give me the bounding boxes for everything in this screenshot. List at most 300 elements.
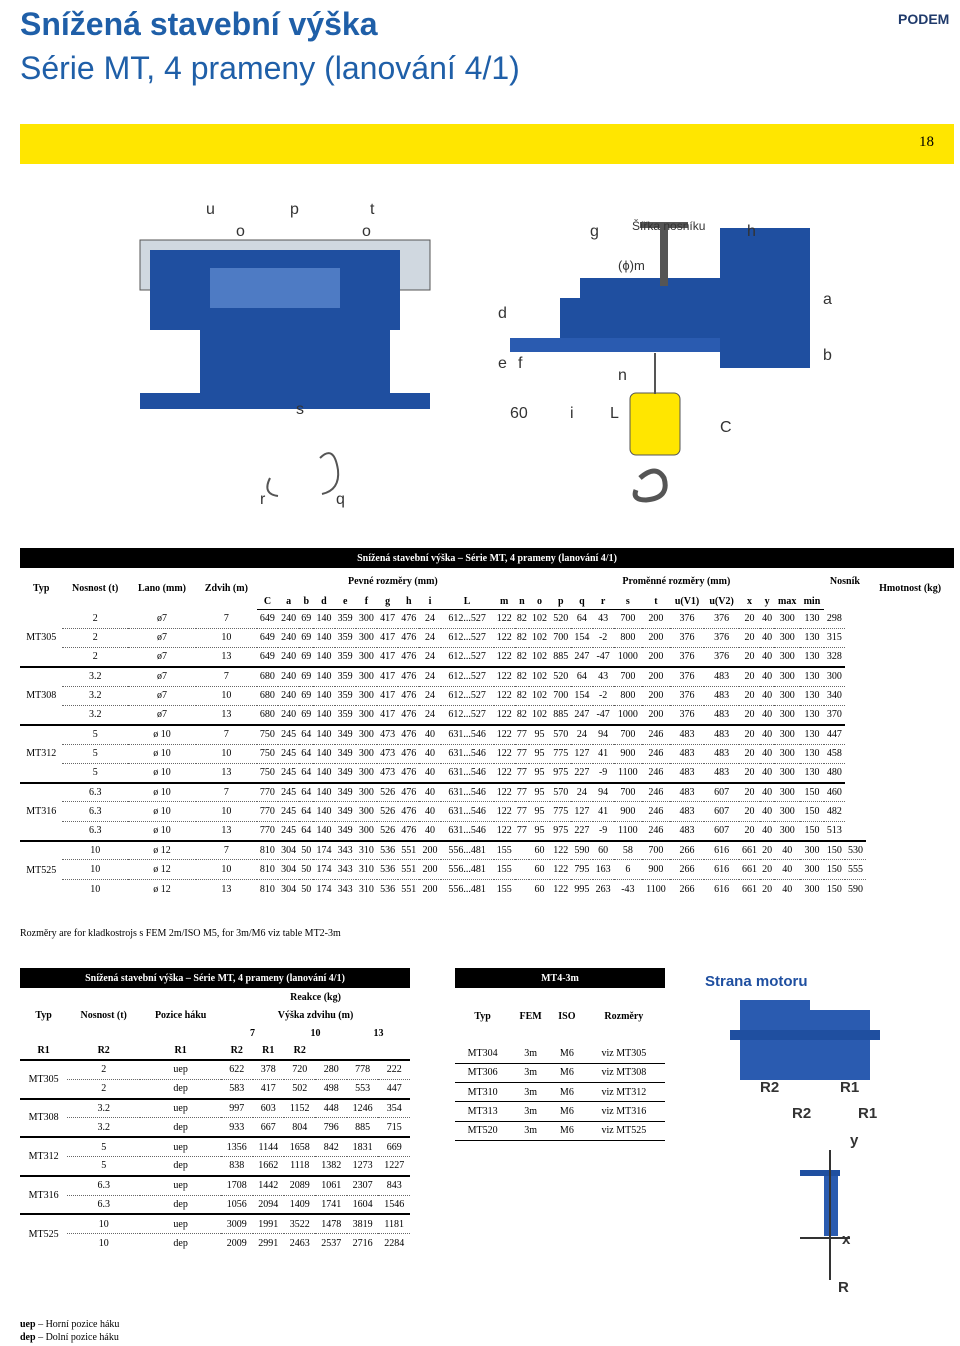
table-row bbox=[20, 667, 954, 686]
cell: 3522 bbox=[284, 1214, 315, 1233]
r2-top: R2 bbox=[760, 1079, 780, 1096]
cell: MT310 bbox=[455, 1083, 510, 1102]
cell: 800 bbox=[614, 628, 642, 647]
cell: 502 bbox=[284, 1079, 315, 1098]
cell bbox=[515, 841, 529, 860]
cell: -2 bbox=[593, 686, 614, 705]
cell: 661 bbox=[739, 860, 760, 879]
col-17: t bbox=[642, 594, 670, 609]
cell: ø7 bbox=[128, 628, 196, 647]
cell: 551 bbox=[398, 879, 419, 898]
cell: 1442 bbox=[253, 1176, 284, 1195]
cell: 885 bbox=[550, 648, 571, 667]
table-row bbox=[20, 705, 954, 724]
cell: 95 bbox=[529, 802, 550, 821]
cell: 1662 bbox=[253, 1156, 284, 1175]
col-21: y bbox=[760, 594, 774, 609]
cell: 300 bbox=[774, 763, 800, 782]
cell: 240 bbox=[278, 628, 299, 647]
cell: 2009 bbox=[221, 1234, 252, 1253]
cell: 102 bbox=[532, 613, 548, 625]
cell: 40 bbox=[419, 802, 440, 821]
cell: 95 bbox=[529, 821, 550, 840]
cell: 417 bbox=[377, 705, 398, 724]
cell: 343 bbox=[335, 860, 356, 879]
cell: 530 bbox=[845, 841, 866, 860]
cell: ø 12 bbox=[128, 879, 196, 898]
cell: 140 bbox=[313, 628, 334, 647]
cell: 7 bbox=[196, 783, 257, 802]
cell: 1478 bbox=[315, 1214, 346, 1233]
cell: 359 bbox=[337, 613, 353, 625]
cell: 349 bbox=[335, 783, 356, 802]
cell: 1741 bbox=[315, 1195, 346, 1214]
cell: 460 bbox=[824, 783, 845, 802]
cell: 526 bbox=[377, 802, 398, 821]
cell: 50 bbox=[299, 860, 313, 879]
cell: 556...481 bbox=[441, 879, 494, 898]
cell: 2537 bbox=[315, 1234, 346, 1253]
cell: 77 bbox=[515, 783, 529, 802]
cell: 95 bbox=[529, 725, 550, 744]
cell: 556...481 bbox=[441, 860, 494, 879]
cell: 349 bbox=[335, 744, 356, 763]
cell: viz MT305 bbox=[583, 1044, 665, 1063]
cell: MT306 bbox=[455, 1063, 510, 1082]
cell: 300 bbox=[774, 648, 800, 667]
col-14: q bbox=[571, 594, 592, 609]
table-row bbox=[455, 1121, 665, 1140]
cell: 140 bbox=[313, 648, 334, 667]
motor-side-diagram bbox=[700, 970, 890, 1300]
r1-bottom: R1 bbox=[858, 1105, 878, 1122]
cell: 122 bbox=[494, 783, 515, 802]
cell: 376 bbox=[670, 648, 705, 667]
cell: 300 bbox=[800, 860, 824, 879]
cell: 376 bbox=[704, 648, 739, 667]
table-row bbox=[20, 763, 954, 782]
cell: 300 bbox=[356, 783, 377, 802]
col-22: max bbox=[774, 594, 800, 609]
cell: 310 bbox=[356, 841, 377, 860]
cell: 20 bbox=[739, 628, 760, 647]
cell: 10 bbox=[196, 744, 257, 763]
cell: 1152 bbox=[284, 1099, 315, 1118]
cell: 2 bbox=[92, 612, 98, 624]
col-11: n bbox=[515, 594, 529, 609]
cell: 20 bbox=[739, 744, 760, 763]
cell: 246 bbox=[642, 725, 670, 744]
cell: 300 bbox=[356, 725, 377, 744]
table-row bbox=[20, 1234, 410, 1253]
cell: 448 bbox=[315, 1099, 346, 1118]
cell: 24 bbox=[571, 725, 592, 744]
cell: 476 bbox=[398, 705, 419, 724]
cell: 245 bbox=[278, 763, 299, 782]
table-row bbox=[20, 1118, 410, 1137]
cell: 376 bbox=[670, 686, 705, 705]
cell: 378 bbox=[253, 1060, 284, 1079]
cell: 750 bbox=[257, 725, 278, 744]
cell: 3009 bbox=[221, 1214, 252, 1233]
cell: M6 bbox=[551, 1102, 583, 1121]
cell: MT520 bbox=[455, 1121, 510, 1140]
cell: 900 bbox=[642, 860, 670, 879]
page-number: 18 bbox=[919, 134, 934, 150]
cell: 300 bbox=[774, 821, 800, 840]
col-hmotnost: Hmotnost (kg) bbox=[879, 583, 942, 594]
cell: 140 bbox=[313, 783, 334, 802]
cell: 700 bbox=[620, 613, 636, 625]
cell: 556...481 bbox=[441, 841, 494, 860]
cell: 810 bbox=[257, 841, 278, 860]
cell: 10 bbox=[67, 1234, 140, 1253]
cell: 300 bbox=[779, 613, 795, 625]
cell: 69 bbox=[301, 613, 312, 625]
cell: 7 bbox=[196, 725, 257, 744]
cell: -43 bbox=[614, 879, 642, 898]
cell: 122 bbox=[550, 841, 571, 860]
cell: 122 bbox=[494, 686, 515, 705]
cell: 300 bbox=[824, 667, 845, 686]
cell: 667 bbox=[253, 1118, 284, 1137]
cell: 13 bbox=[196, 648, 257, 667]
cell: 6 bbox=[614, 860, 642, 879]
cell: 483 bbox=[704, 686, 739, 705]
cell: 130 bbox=[800, 648, 824, 667]
col-zdvih: Zdvih (m) bbox=[204, 583, 248, 594]
table-row bbox=[20, 1137, 410, 1156]
cell: 200 bbox=[642, 628, 670, 647]
cell: 246 bbox=[642, 763, 670, 782]
col-0: C bbox=[257, 594, 278, 609]
cell: M6 bbox=[551, 1063, 583, 1082]
cell: 10 bbox=[196, 686, 257, 705]
cell: ø 12 bbox=[128, 860, 196, 879]
cell: 174 bbox=[313, 879, 334, 898]
cell: 612...527 bbox=[448, 613, 486, 625]
r-col-reakce: Reakce (kg) bbox=[290, 991, 341, 1003]
cell: 102 bbox=[529, 628, 550, 647]
cell: 122 bbox=[550, 879, 571, 898]
cell: 240 bbox=[278, 705, 299, 724]
dimension-table bbox=[20, 548, 954, 898]
cell: 631...546 bbox=[441, 783, 494, 802]
label-n: n bbox=[618, 367, 627, 384]
table-row bbox=[20, 1079, 410, 1098]
cell: 649 bbox=[259, 613, 275, 625]
cell: 3m bbox=[510, 1102, 551, 1121]
cell: 122 bbox=[494, 744, 515, 763]
cell: ø7 bbox=[128, 686, 196, 705]
cell: 40 bbox=[760, 705, 774, 724]
cell: 483 bbox=[670, 783, 705, 802]
label-h: h bbox=[747, 223, 756, 240]
cell: M6 bbox=[551, 1083, 583, 1102]
col-typ: Typ bbox=[32, 583, 50, 594]
cell: 482 bbox=[824, 802, 845, 821]
cell: 1356 bbox=[221, 1137, 252, 1156]
cell: 1100 bbox=[614, 763, 642, 782]
cell: ø 10 bbox=[128, 821, 196, 840]
cell: uep bbox=[140, 1099, 221, 1118]
cell: 770 bbox=[257, 783, 278, 802]
reaction-caption: Snížená stavební výška – Série MT, 4 prameny (lanování 4/1) bbox=[20, 968, 410, 988]
table-row bbox=[20, 648, 954, 667]
col-8: i bbox=[419, 594, 440, 609]
cell: 3.2 bbox=[62, 705, 128, 724]
reaction-table bbox=[20, 968, 410, 1253]
y-label: y bbox=[850, 1132, 859, 1149]
cell: 10 bbox=[196, 802, 257, 821]
strana-title: Strana motoru bbox=[705, 973, 808, 990]
cell: uep bbox=[140, 1137, 221, 1156]
cell: 64 bbox=[299, 725, 313, 744]
cell: 340 bbox=[824, 686, 845, 705]
cell: dep bbox=[140, 1195, 221, 1214]
cell: dep bbox=[140, 1079, 221, 1098]
cell: 102 bbox=[529, 686, 550, 705]
right-gearbox bbox=[560, 298, 730, 338]
cell: 3m bbox=[510, 1121, 551, 1140]
cell: dep bbox=[140, 1118, 221, 1137]
cell: 130 bbox=[800, 705, 824, 724]
cell: 122 bbox=[494, 705, 515, 724]
cell: 300 bbox=[774, 667, 800, 686]
cell: 154 bbox=[571, 628, 592, 647]
cell: 612...527 bbox=[441, 648, 494, 667]
cell: 13 bbox=[196, 821, 257, 840]
label-b: b bbox=[823, 347, 832, 364]
left-hoist-base bbox=[140, 393, 430, 409]
cell: 82 bbox=[515, 705, 529, 724]
cell: 20 bbox=[739, 725, 760, 744]
cell: 2463 bbox=[284, 1234, 315, 1253]
left-hoist-body bbox=[200, 328, 390, 398]
cell: 94 bbox=[593, 725, 614, 744]
cell: 69 bbox=[299, 667, 313, 686]
type-cell: MT308 bbox=[20, 1099, 67, 1138]
cell: 447 bbox=[378, 1079, 410, 1098]
cell: 417 bbox=[377, 686, 398, 705]
cell: 200 bbox=[642, 705, 670, 724]
cell: 64 bbox=[576, 613, 587, 625]
cell: 150 bbox=[800, 783, 824, 802]
cell: 795 bbox=[571, 860, 592, 879]
cell: 2 bbox=[62, 628, 128, 647]
cell: 69 bbox=[299, 686, 313, 705]
cell: 154 bbox=[571, 686, 592, 705]
cell: 40 bbox=[760, 667, 774, 686]
cell: 300 bbox=[774, 783, 800, 802]
cell: 800 bbox=[614, 686, 642, 705]
cell: 150 bbox=[824, 879, 845, 898]
cell: 1409 bbox=[284, 1195, 315, 1214]
cell: 40 bbox=[760, 802, 774, 821]
cell: 300 bbox=[774, 628, 800, 647]
cell: 20 bbox=[744, 613, 755, 625]
cell: 10 bbox=[62, 841, 128, 860]
cell: 476 bbox=[398, 648, 419, 667]
cell: 1246 bbox=[347, 1099, 378, 1118]
cell: 222 bbox=[378, 1060, 410, 1079]
cell: 631...546 bbox=[441, 744, 494, 763]
cell: 607 bbox=[704, 783, 739, 802]
cell: 526 bbox=[377, 783, 398, 802]
cell: 1227 bbox=[378, 1156, 410, 1175]
cell: 612...527 bbox=[441, 628, 494, 647]
col-18: u(V1) bbox=[670, 594, 705, 609]
cell: 6.3 bbox=[62, 783, 128, 802]
cell: 5 bbox=[62, 744, 128, 763]
label-r: r bbox=[260, 491, 266, 508]
cell: 300 bbox=[356, 705, 377, 724]
cell: 130 bbox=[800, 667, 824, 686]
cell: 997 bbox=[221, 1099, 252, 1118]
cell: 50 bbox=[299, 879, 313, 898]
cell: 300 bbox=[774, 705, 800, 724]
right-frame bbox=[580, 278, 730, 298]
cell: 95 bbox=[529, 744, 550, 763]
cell: 43 bbox=[598, 613, 609, 625]
cell: 155 bbox=[494, 879, 515, 898]
cell: 551 bbox=[398, 860, 419, 879]
cell: 24 bbox=[424, 613, 435, 625]
cell: 2 bbox=[62, 648, 128, 667]
cell: 1273 bbox=[347, 1156, 378, 1175]
cell: 2307 bbox=[347, 1176, 378, 1195]
cell: 300 bbox=[774, 744, 800, 763]
cell: 300 bbox=[800, 841, 824, 860]
r-sub-5: R2 bbox=[293, 1045, 306, 1056]
mt4-col-3: Rozměry bbox=[604, 1010, 644, 1022]
cell: 553 bbox=[347, 1079, 378, 1098]
label-q: q bbox=[336, 491, 345, 508]
type-cell: MT308 bbox=[20, 667, 62, 725]
cell: 590 bbox=[571, 841, 592, 860]
col-nosnik: Nosník bbox=[829, 575, 860, 587]
label-o-right: o bbox=[362, 223, 371, 240]
cell: 310 bbox=[356, 879, 377, 898]
col-12: o bbox=[529, 594, 550, 609]
cell: 41 bbox=[593, 802, 614, 821]
cell: 64 bbox=[299, 783, 313, 802]
col-1: a bbox=[278, 594, 299, 609]
cell: 476 bbox=[398, 821, 419, 840]
cell: 417 bbox=[377, 628, 398, 647]
label-t: t bbox=[370, 201, 375, 218]
cell: 2094 bbox=[253, 1195, 284, 1214]
cell: 40 bbox=[774, 879, 800, 898]
cell: 700 bbox=[642, 841, 670, 860]
cell: 359 bbox=[335, 686, 356, 705]
cell: 612...527 bbox=[441, 705, 494, 724]
cell: 240 bbox=[278, 667, 299, 686]
cell: 649 bbox=[257, 648, 278, 667]
cell: 843 bbox=[378, 1176, 410, 1195]
cell: 155 bbox=[494, 860, 515, 879]
r-sub-2: R1 bbox=[174, 1045, 187, 1056]
cell: 20 bbox=[760, 841, 774, 860]
cell: 40 bbox=[760, 744, 774, 763]
cell: 246 bbox=[642, 821, 670, 840]
cell: 770 bbox=[257, 821, 278, 840]
cell: 680 bbox=[257, 686, 278, 705]
cell: 2 bbox=[67, 1060, 140, 1079]
cell: 60 bbox=[593, 841, 614, 860]
yellow-band bbox=[20, 124, 954, 164]
cell: 520 bbox=[550, 667, 571, 686]
hoist-dimension-drawing bbox=[140, 178, 832, 538]
cell: 1831 bbox=[347, 1137, 378, 1156]
cell: 300 bbox=[356, 628, 377, 647]
cell: 122 bbox=[494, 628, 515, 647]
cell: 376 bbox=[670, 667, 705, 686]
cell: 24 bbox=[571, 783, 592, 802]
col-13: p bbox=[550, 594, 571, 609]
cell: 150 bbox=[824, 841, 845, 860]
col-6: g bbox=[377, 594, 398, 609]
cell: 417 bbox=[253, 1079, 284, 1098]
cell: 376 bbox=[704, 628, 739, 647]
cell: 328 bbox=[824, 648, 845, 667]
table-row bbox=[20, 1176, 410, 1195]
cell: 359 bbox=[335, 667, 356, 686]
col-15: r bbox=[593, 594, 614, 609]
cell: 1546 bbox=[378, 1195, 410, 1214]
r-col-pozice: Pozice háku bbox=[154, 1009, 207, 1021]
cell: 700 bbox=[550, 628, 571, 647]
cell: 3819 bbox=[347, 1214, 378, 1233]
label-s: s bbox=[296, 401, 304, 418]
cell: 310 bbox=[356, 860, 377, 879]
cell: 607 bbox=[704, 821, 739, 840]
cell: 227 bbox=[571, 763, 592, 782]
col-nosnost: Nosnost (t) bbox=[72, 583, 119, 594]
cell: 10 bbox=[67, 1214, 140, 1233]
cell: 150 bbox=[824, 860, 845, 879]
cell: 130 bbox=[804, 613, 820, 625]
cell: 130 bbox=[800, 744, 824, 763]
cell: 933 bbox=[221, 1118, 252, 1137]
cell: 536 bbox=[377, 841, 398, 860]
cell: 3m bbox=[510, 1063, 551, 1082]
cell: 77 bbox=[515, 821, 529, 840]
cell: 266 bbox=[670, 879, 705, 898]
cell: 669 bbox=[378, 1137, 410, 1156]
cell: 680 bbox=[257, 705, 278, 724]
r-sub-1: R2 bbox=[97, 1045, 110, 1056]
cell: 1181 bbox=[378, 1214, 410, 1233]
mt4-col-1: FEM bbox=[519, 1010, 542, 1022]
cell: 40 bbox=[774, 860, 800, 879]
cell: 804 bbox=[284, 1118, 315, 1137]
cell: 41 bbox=[593, 744, 614, 763]
cell: 2716 bbox=[347, 1234, 378, 1253]
dimension-note: Rozměry are for kladkostrojs s FEM 2m/ISO M5, for 3m/M6 viz table MT2-3m bbox=[20, 928, 341, 939]
cell: 40 bbox=[419, 783, 440, 802]
col-10: m bbox=[494, 594, 515, 609]
cell: 536 bbox=[377, 879, 398, 898]
cell: 20 bbox=[739, 763, 760, 782]
cell: 82 bbox=[515, 628, 529, 647]
table-row bbox=[20, 1156, 410, 1175]
cell: 631...546 bbox=[441, 802, 494, 821]
table-caption: Snížená stavební výška – Série MT, 4 prameny (lanování 4/1) bbox=[20, 548, 954, 568]
cell: 370 bbox=[824, 705, 845, 724]
table-row bbox=[20, 744, 954, 763]
cell: 5 bbox=[67, 1137, 140, 1156]
